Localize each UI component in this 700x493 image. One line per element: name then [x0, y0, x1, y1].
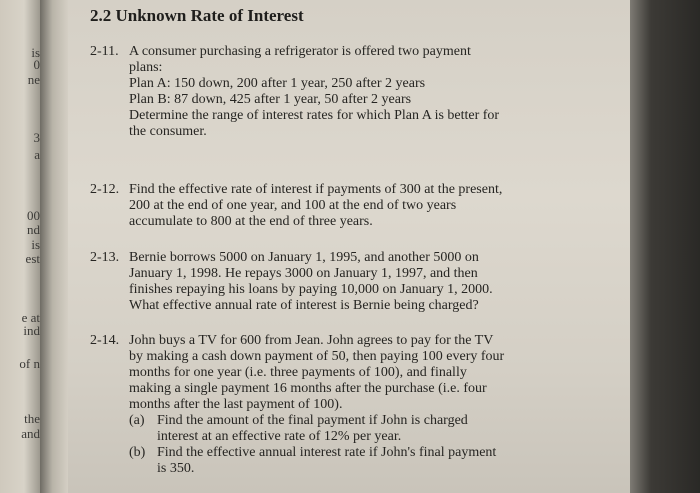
problem-number: 2-12. [90, 182, 120, 197]
margin-fragment: and [21, 426, 40, 441]
text-line: interest at an effective rate of 12% per year. [157, 429, 402, 444]
text-line: Determine the range of interest rates for which Plan A is better for [129, 108, 500, 123]
subpart-label: (a) [129, 413, 145, 428]
problem-number: 2-13. [90, 250, 120, 265]
problem-2-13 [90, 250, 620, 314]
text-line: January 1, 1998. He repays 3000 on January 1, 1997, and then [129, 266, 478, 281]
margin-fragment: of n [19, 356, 40, 371]
text-line: Find the amount of the final payment if John is charged [157, 413, 468, 428]
text-line: months for one year (i.e. three payments of 100), and finally [129, 365, 467, 380]
problem-text [129, 44, 620, 140]
problem-text [129, 250, 620, 314]
book-gutter [40, 0, 68, 493]
text-line: Find the effective annual interest rate if John's final payment [157, 445, 497, 460]
margin-fragment: is [31, 45, 40, 60]
margin-fragment: 3 [33, 130, 40, 145]
text-line: Find the effective rate of interest if payments of 300 at the present, [129, 182, 503, 197]
problem-2-11 [90, 44, 620, 140]
text-line: months after the last payment of 100). [129, 397, 343, 412]
problem-2-14 [90, 333, 620, 477]
margin-fragment: the [24, 411, 40, 426]
subpart-label: (b) [129, 445, 146, 460]
book-page [68, 0, 630, 493]
desk-background [630, 0, 700, 493]
text-line: 200 at the end of one year, and 100 at the end of two years [129, 198, 457, 213]
text-line: Bernie borrows 5000 on January 1, 1995, and another 5000 on [129, 250, 479, 265]
text-line: plans: [129, 60, 163, 75]
problem-number: 2-14. [90, 333, 120, 348]
left-page-edge [0, 0, 40, 493]
text-line: What effective annual rate of interest is Bernie being charged? [129, 298, 479, 313]
text-line: finishes repaying his loans by paying 10,000 on January 1, 2000. [129, 282, 493, 297]
text-line: accumulate to 800 at the end of three years. [129, 214, 373, 229]
text-line: is 350. [157, 461, 195, 476]
problem-number: 2-11. [90, 44, 119, 59]
text-line: John buys a TV for 600 from Jean. John agrees to pay for the TV [129, 333, 494, 348]
margin-fragment: is [31, 237, 40, 252]
text-line: the consumer. [129, 124, 207, 139]
margin-fragment: 00 [27, 208, 40, 223]
section-title: 2.2 Unknown Rate of Interest [90, 6, 304, 25]
text-line: A consumer purchasing a refrigerator is offered two payment [129, 44, 471, 59]
margin-fragment: nd [27, 222, 40, 237]
problem-text [129, 182, 620, 230]
margin-fragment: a [34, 147, 40, 162]
text-line: making a single payment 16 months after the purchase (i.e. four [129, 381, 487, 396]
margin-fragment: ind [23, 323, 40, 338]
subpart-b [129, 445, 620, 477]
subpart-a [129, 413, 620, 445]
margin-fragment: e at [21, 310, 40, 325]
margin-fragment: ne [27, 72, 40, 87]
text-line: Plan A: 150 down, 200 after 1 year, 250 after 2 years [129, 76, 426, 91]
problem-text [129, 333, 620, 477]
problem-2-12 [90, 182, 620, 230]
text-line: Plan B: 87 down, 425 after 1 year, 50 after 2 years [129, 92, 412, 107]
margin-fragment: 0 [33, 57, 40, 72]
text-line: by making a cash down payment of 50, then paying 100 every four [129, 349, 505, 364]
margin-fragment: est [25, 251, 40, 266]
